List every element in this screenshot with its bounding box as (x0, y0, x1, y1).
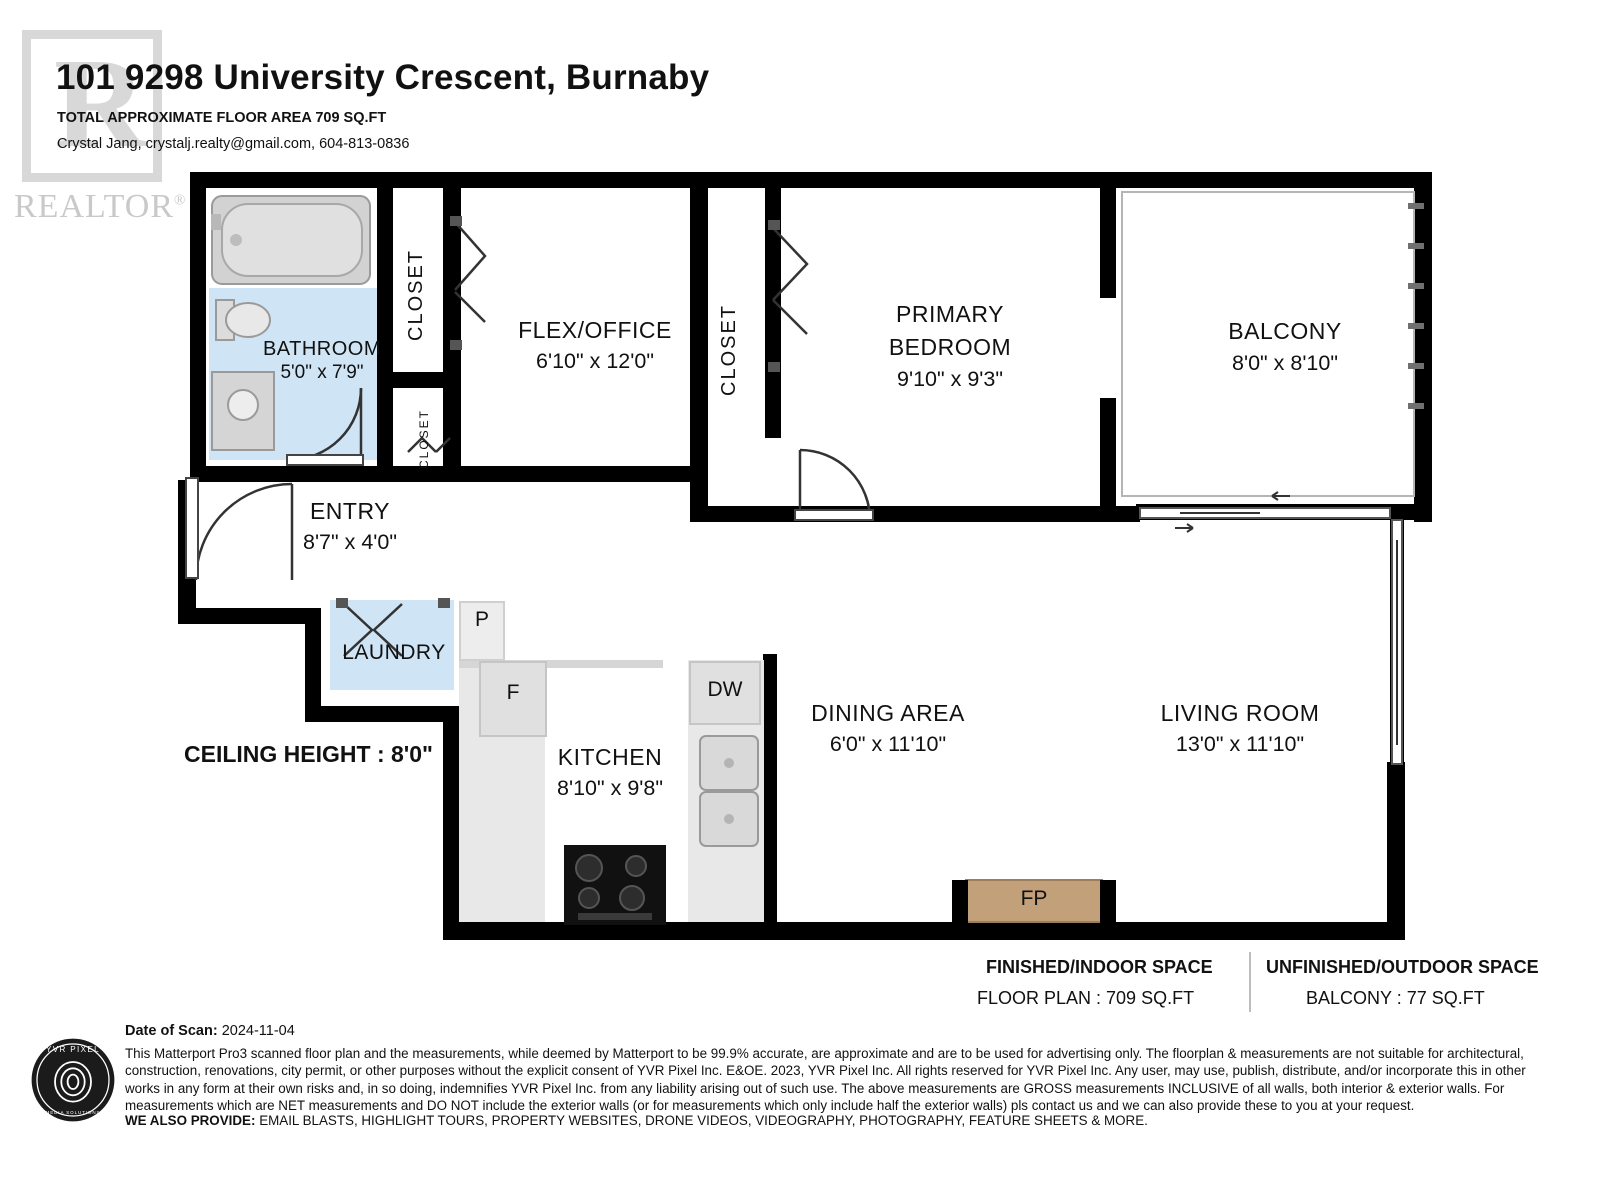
room-label-entry: ENTRY (309, 498, 391, 524)
room-label-kitchen: KITCHEN (557, 744, 663, 770)
room-label-primary-bedroom-line2: BEDROOM (888, 334, 1012, 360)
total-area-label: TOTAL APPROXIMATE FLOOR AREA 709 SQ.FT (57, 110, 387, 126)
living-room-window (1392, 520, 1402, 764)
realtor-logo-letter: R (54, 32, 147, 174)
realtor-logo-word (14, 188, 186, 226)
svg-text:MEDIA SOLUTIONS: MEDIA SOLUTIONS (45, 1110, 101, 1116)
scan-date-value: 2024-11-04 (221, 1023, 295, 1039)
dishwasher-label: DW (707, 678, 743, 701)
room-label-laundry: LAUNDRY (342, 641, 446, 664)
fridge-label: F (506, 681, 520, 704)
room-label-dining-area: DINING AREA (811, 700, 965, 726)
room-dim-kitchen: 8'10" x 9'8" (557, 776, 663, 800)
page-title: 101 9298 University Crescent, Burnaby (56, 58, 710, 97)
pantry-label: P (474, 608, 489, 631)
agent-contact: Crystal Jang, crystalj.realty@gmail.com, 604-813-0836 (57, 136, 410, 152)
yvr-pixel-logo (28, 1035, 118, 1125)
fireplace-label: FP (1020, 887, 1048, 910)
also-provide-value: EMAIL BLASTS, HIGHLIGHT TOURS, PROPERTY WEBSITES, DRONE VIDEOS, VIDEOGRAPHY, PHOTOGRAPHY, FEATURE SHEETS & MORE. (259, 1113, 1148, 1128)
unfinished-space-value: BALCONY : 77 SQ.FT (1306, 988, 1485, 1008)
ceiling-height-note: CEILING HEIGHT : 8'0" (184, 741, 433, 767)
svg-text:YVR PIXEL: YVR PIXEL (46, 1045, 100, 1055)
room-label-primary-bedroom-line1: PRIMARY (896, 301, 1004, 327)
also-provide-line (125, 1113, 1537, 1128)
bathtub (211, 196, 370, 284)
cooktop-oven (564, 845, 666, 925)
toilet (216, 300, 270, 340)
room-label-flex-office: FLEX/OFFICE (518, 317, 672, 343)
realtor-trademark: ® (174, 192, 187, 209)
scan-date-label: Date of Scan: (125, 1023, 218, 1039)
room-dim-living-room: 13'0" x 11'10" (1175, 732, 1305, 756)
scan-date (125, 1023, 295, 1039)
disclaimer-text: This Matterport Pro3 scanned floor plan and the measurements, while deemed by Matterport to be 99.9% accurate, are approximate and are to be used for advertising only. The floorplan & measurements are not suitable for architectural, construction, renovations, city permit, or other purposes without the explicit consent of YVR Pixel Inc. E&OE. 2023, YVR Pixel Inc. All rights reserved for YVR Pixel Inc. Any user, may use, publish, distribute, and/or incorporate this in other works in any form at their own risks and, in so doing, indemnifies YVR Pixel Inc. from any liability arising out of such use. The above measurements are GROSS measurements INCLUSIVE of all walls, both interior & exterior walls. For measurements which are NET measurements and DO NOT include the exterior walls (or for measurements which only include half the exterior walls) pls contact us and we can also provide these to you at your request. (125, 1046, 1526, 1113)
summary-divider (1249, 952, 1251, 1012)
room-dim-primary-bedroom: 9'10" x 9'3" (897, 367, 1003, 391)
closet-label-1: CLOSET (405, 248, 427, 342)
unfinished-space-heading: UNFINISHED/OUTDOOR SPACE (1266, 957, 1539, 977)
room-dim-entry: 8'7" x 4'0" (303, 530, 397, 554)
closet-label-small: CLOSET (417, 409, 431, 470)
finished-space-value: FLOOR PLAN : 709 SQ.FT (977, 988, 1195, 1008)
room-dim-balcony: 8'0" x 8'10" (1232, 351, 1338, 375)
room-dim-bathroom: 5'0" x 7'9" (280, 362, 364, 383)
room-dim-flex-office: 6'10" x 12'0" (536, 349, 654, 373)
realtor-word-text: REALTOR (14, 188, 175, 225)
room-label-bathroom: BATHROOM (262, 338, 382, 360)
finished-space-heading: FINISHED/INDOOR SPACE (986, 957, 1213, 977)
room-dim-dining-area: 6'0" x 11'10" (829, 732, 947, 756)
room-label-balcony: BALCONY (1228, 318, 1342, 344)
also-provide-label: WE ALSO PROVIDE: (125, 1113, 256, 1128)
room-label-living-room: LIVING ROOM (1160, 700, 1320, 726)
closet-label-2: CLOSET (718, 303, 740, 397)
